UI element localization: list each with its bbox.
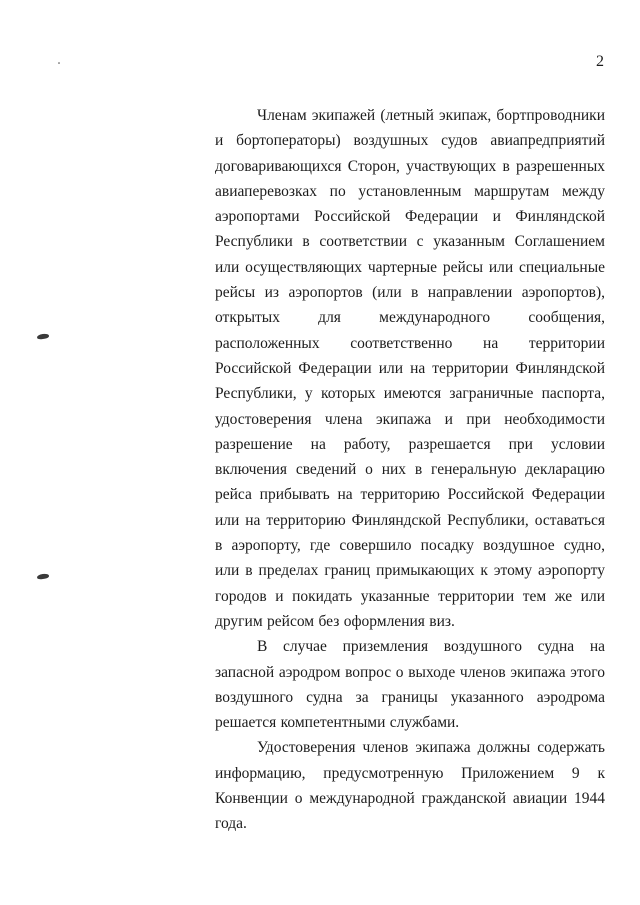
page-number: 2 <box>596 53 604 70</box>
scan-mark <box>58 62 60 64</box>
document-body <box>215 103 605 837</box>
paragraph-crew-certificates: Удостоверения членов экипажа должны содержать информацию, предусмотренную Приложением 9 к Конвенции о международной гражданской авиации 1944 года. <box>215 739 605 833</box>
scan-mark <box>37 573 50 580</box>
paragraph-crew-entry: Членам экипажей (летный экипаж, бортпроводники и бортоператоры) воздушных судов авиапредприятий договаривающихся Сторон, участвующих в разрешенных авиаперевозках по установленным маршрутам между аэропортами Российской Федерации и Финляндской Республики в соответствии с указанным Соглашением или осуществляющих чартерные рейсы или специальные рейсы из аэропортов (или в направлении аэропортов), открытых для международного сообщения, расположенных соответственно на территории Российской Федерации или на территории Финляндской Республики, у которых имеются заграничные паспорта, удостоверения члена экипажа и при необходимости разрешение на работу, разрешается при условии включения сведений о них в генеральную декларацию рейса прибывать на территорию Российской Федерации или на территорию Финляндской Республики, оставаться в аэропорту, где совершило посадку воздушное судно, или в пределах границ примыкающих к этому аэропорту городов и покидать указанные территории тем же или другим рейсом без оформления виз. <box>215 107 605 630</box>
scan-mark <box>37 333 50 340</box>
paragraph-alternate-aerodrome: В случае приземления воздушного судна на запасной аэродром вопрос о выходе членов экипажа этого воздушного судна за границы указанного аэродрома решается компетентными службами. <box>215 638 605 732</box>
